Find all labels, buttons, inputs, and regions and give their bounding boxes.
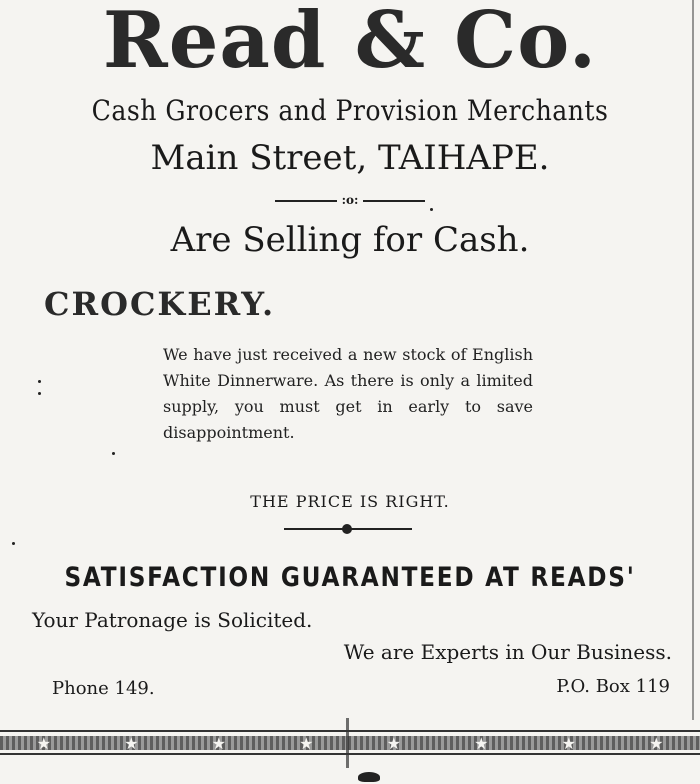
star-icon: ★: [124, 733, 139, 753]
star-icon: ★: [561, 733, 576, 753]
ornament-mark: :o:: [341, 193, 359, 207]
star-icon: ★: [211, 733, 226, 753]
body-paragraph: We have just received a new stock of English White Dinnerware. As there is only a limited supply, you must get in early to save disappointment.: [163, 345, 533, 442]
ink-speck: [38, 392, 41, 395]
star-icon: ★: [649, 733, 664, 753]
column-edge-rule: [692, 0, 694, 720]
business-description: Cash Grocers and Provision Merchants: [91, 94, 609, 127]
ornament-divider: [0, 193, 700, 207]
ornament-line-left: [275, 200, 337, 202]
column-divider: [346, 718, 349, 768]
ink-speck: [12, 542, 15, 545]
selling-line: Are Selling for Cash.: [170, 220, 530, 260]
ink-mark: [358, 772, 380, 782]
experts-line: We are Experts in Our Business.: [343, 640, 672, 664]
section-title: CROCKERY.: [44, 285, 276, 323]
dot-divider-dot: [342, 524, 352, 534]
border-top-line: [0, 730, 700, 732]
border-stars: [0, 733, 700, 753]
patronage-line: Your Patronage is Solicited.: [32, 608, 313, 632]
ornament-line-right: [363, 200, 425, 202]
border-bottom-line: [0, 753, 700, 755]
ink-speck: [112, 452, 115, 455]
headline: Read & Co.: [102, 0, 598, 86]
price-line: THE PRICE IS RIGHT.: [250, 492, 450, 511]
po-box: P.O. Box 119: [556, 676, 670, 697]
decorative-border: [0, 730, 700, 756]
address-line: Main Street, TAIHAPE.: [150, 138, 550, 178]
ink-speck: [38, 380, 41, 383]
guarantee-line: SATISFACTION GUARANTEED AT READS': [64, 562, 636, 593]
star-icon: ★: [474, 733, 489, 753]
star-icon: ★: [386, 733, 401, 753]
star-icon: ★: [299, 733, 314, 753]
phone-number: Phone 149.: [52, 678, 155, 699]
dot-divider: [284, 524, 412, 534]
ink-speck: [430, 208, 433, 211]
star-icon: ★: [36, 733, 51, 753]
